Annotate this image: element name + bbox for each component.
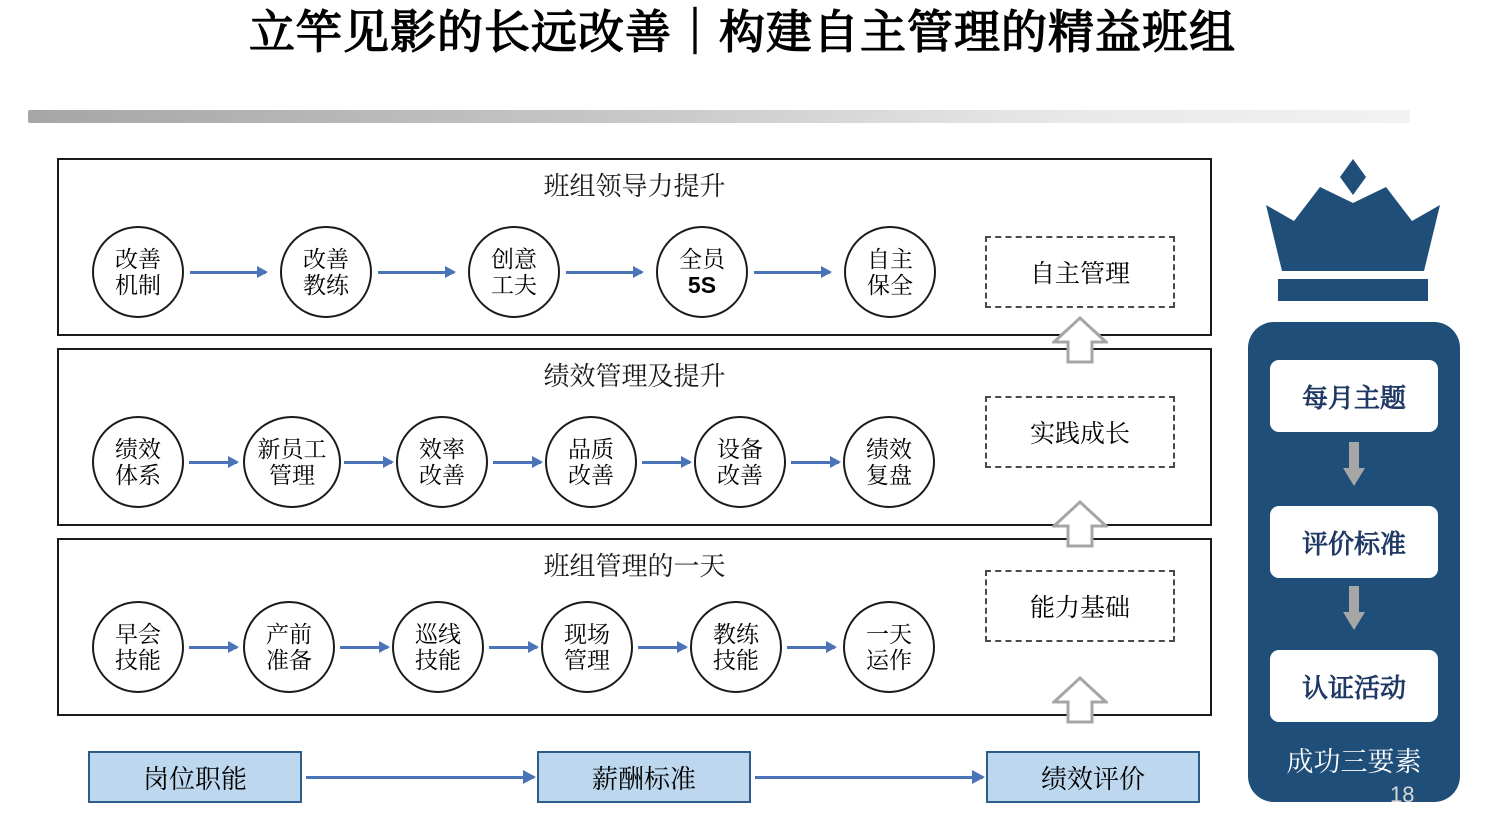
down-arrow-icon xyxy=(1343,586,1365,632)
panel-item[interactable]: 每月主题 xyxy=(1270,360,1438,432)
row-title: 班组领导力提升 xyxy=(543,171,726,201)
node-line2: 改善 xyxy=(568,462,614,488)
flow-arrow xyxy=(489,646,537,649)
flow-arrow xyxy=(754,271,830,274)
node-line2: 管理 xyxy=(269,462,315,488)
node-line2: 技能 xyxy=(713,647,759,673)
node-line2: 工夫 xyxy=(491,272,537,298)
node-line2: 体系 xyxy=(115,462,161,488)
flow-arrow xyxy=(638,646,686,649)
flow-arrow xyxy=(493,461,541,464)
node-circle[interactable] xyxy=(468,226,560,318)
node-line2: 技能 xyxy=(415,647,461,673)
up-arrow-icon xyxy=(1052,316,1108,364)
crown-icon xyxy=(1248,155,1458,315)
flow-arrow xyxy=(787,646,835,649)
down-arrow-icon xyxy=(1343,442,1365,488)
node-line2: 管理 xyxy=(564,647,610,673)
node-line1: 巡线 xyxy=(415,620,461,647)
flow-arrow xyxy=(344,461,392,464)
node-circle[interactable] xyxy=(92,601,184,693)
flow-arrow xyxy=(189,646,237,649)
node-circle[interactable] xyxy=(92,416,184,508)
flow-arrow xyxy=(791,461,839,464)
node-line2: 保全 xyxy=(867,272,913,298)
flow-arrow xyxy=(566,271,642,274)
bottom-flow-arrow xyxy=(306,776,534,779)
result-box: 实践成长 xyxy=(985,396,1175,468)
node-line1: 现场 xyxy=(564,620,610,647)
result-box: 能力基础 xyxy=(985,570,1175,642)
node-line2: 改善 xyxy=(717,462,763,488)
flow-arrow xyxy=(189,461,237,464)
node-circle[interactable] xyxy=(243,416,341,508)
row-title: 班组管理的一天 xyxy=(543,551,726,581)
node-circle[interactable] xyxy=(843,601,935,693)
node-circle[interactable] xyxy=(545,416,637,508)
node-circle[interactable] xyxy=(656,226,748,318)
node-circle[interactable] xyxy=(392,601,484,693)
node-circle[interactable] xyxy=(243,601,335,693)
node-line1: 改善 xyxy=(115,245,161,272)
flow-arrow xyxy=(340,646,388,649)
flow-arrow xyxy=(642,461,690,464)
node-line2: 复盘 xyxy=(866,462,912,488)
bottom-box[interactable]: 岗位职能 xyxy=(88,751,302,803)
node-line1: 品质 xyxy=(568,435,614,462)
node-line1: 早会 xyxy=(115,620,161,647)
node-circle[interactable] xyxy=(541,601,633,693)
node-line1: 创意 xyxy=(491,245,537,272)
node-circle[interactable] xyxy=(843,416,935,508)
flow-arrow xyxy=(378,271,454,274)
page-number: 18 xyxy=(1390,782,1415,807)
panel-item[interactable]: 认证活动 xyxy=(1270,650,1438,722)
node-line2: 准备 xyxy=(266,647,312,673)
title-divider xyxy=(28,110,1410,123)
node-line2: 改善 xyxy=(419,462,465,488)
page-title: 立竿见影的长远改善｜构建自主管理的精益班组 xyxy=(249,6,1236,58)
node-line2: 运作 xyxy=(866,647,912,673)
success-factors-panel xyxy=(1248,322,1460,802)
node-line1: 产前 xyxy=(266,620,312,647)
row-title: 绩效管理及提升 xyxy=(543,361,726,391)
node-line2: 5S xyxy=(687,272,717,298)
node-line1: 一天 xyxy=(866,620,912,647)
node-line1: 教练 xyxy=(713,620,759,647)
node-line1: 自主 xyxy=(867,245,913,272)
node-line1: 全员 xyxy=(679,245,725,272)
node-line2: 教练 xyxy=(303,272,349,298)
node-circle[interactable] xyxy=(844,226,936,318)
node-circle[interactable] xyxy=(694,416,786,508)
node-circle[interactable] xyxy=(280,226,372,318)
node-line1: 绩效 xyxy=(866,435,912,462)
bottom-box[interactable]: 绩效评价 xyxy=(986,751,1200,803)
node-line2: 机制 xyxy=(115,272,161,298)
panel-caption: 成功三要素 xyxy=(1286,747,1422,777)
node-circle[interactable] xyxy=(690,601,782,693)
node-line1: 绩效 xyxy=(115,435,161,462)
flow-arrow xyxy=(190,271,266,274)
node-line2: 技能 xyxy=(115,647,161,673)
bottom-box[interactable]: 薪酬标准 xyxy=(537,751,751,803)
node-line1: 新员工 xyxy=(257,435,327,462)
node-line1: 改善 xyxy=(303,245,349,272)
node-circle[interactable] xyxy=(396,416,488,508)
bottom-flow-arrow xyxy=(755,776,983,779)
result-box: 自主管理 xyxy=(985,236,1175,308)
up-arrow-icon xyxy=(1052,676,1108,724)
node-line1: 效率 xyxy=(419,435,465,462)
up-arrow-icon xyxy=(1052,500,1108,548)
panel-item[interactable]: 评价标准 xyxy=(1270,506,1438,578)
node-circle[interactable] xyxy=(92,226,184,318)
node-line1: 设备 xyxy=(717,435,763,462)
